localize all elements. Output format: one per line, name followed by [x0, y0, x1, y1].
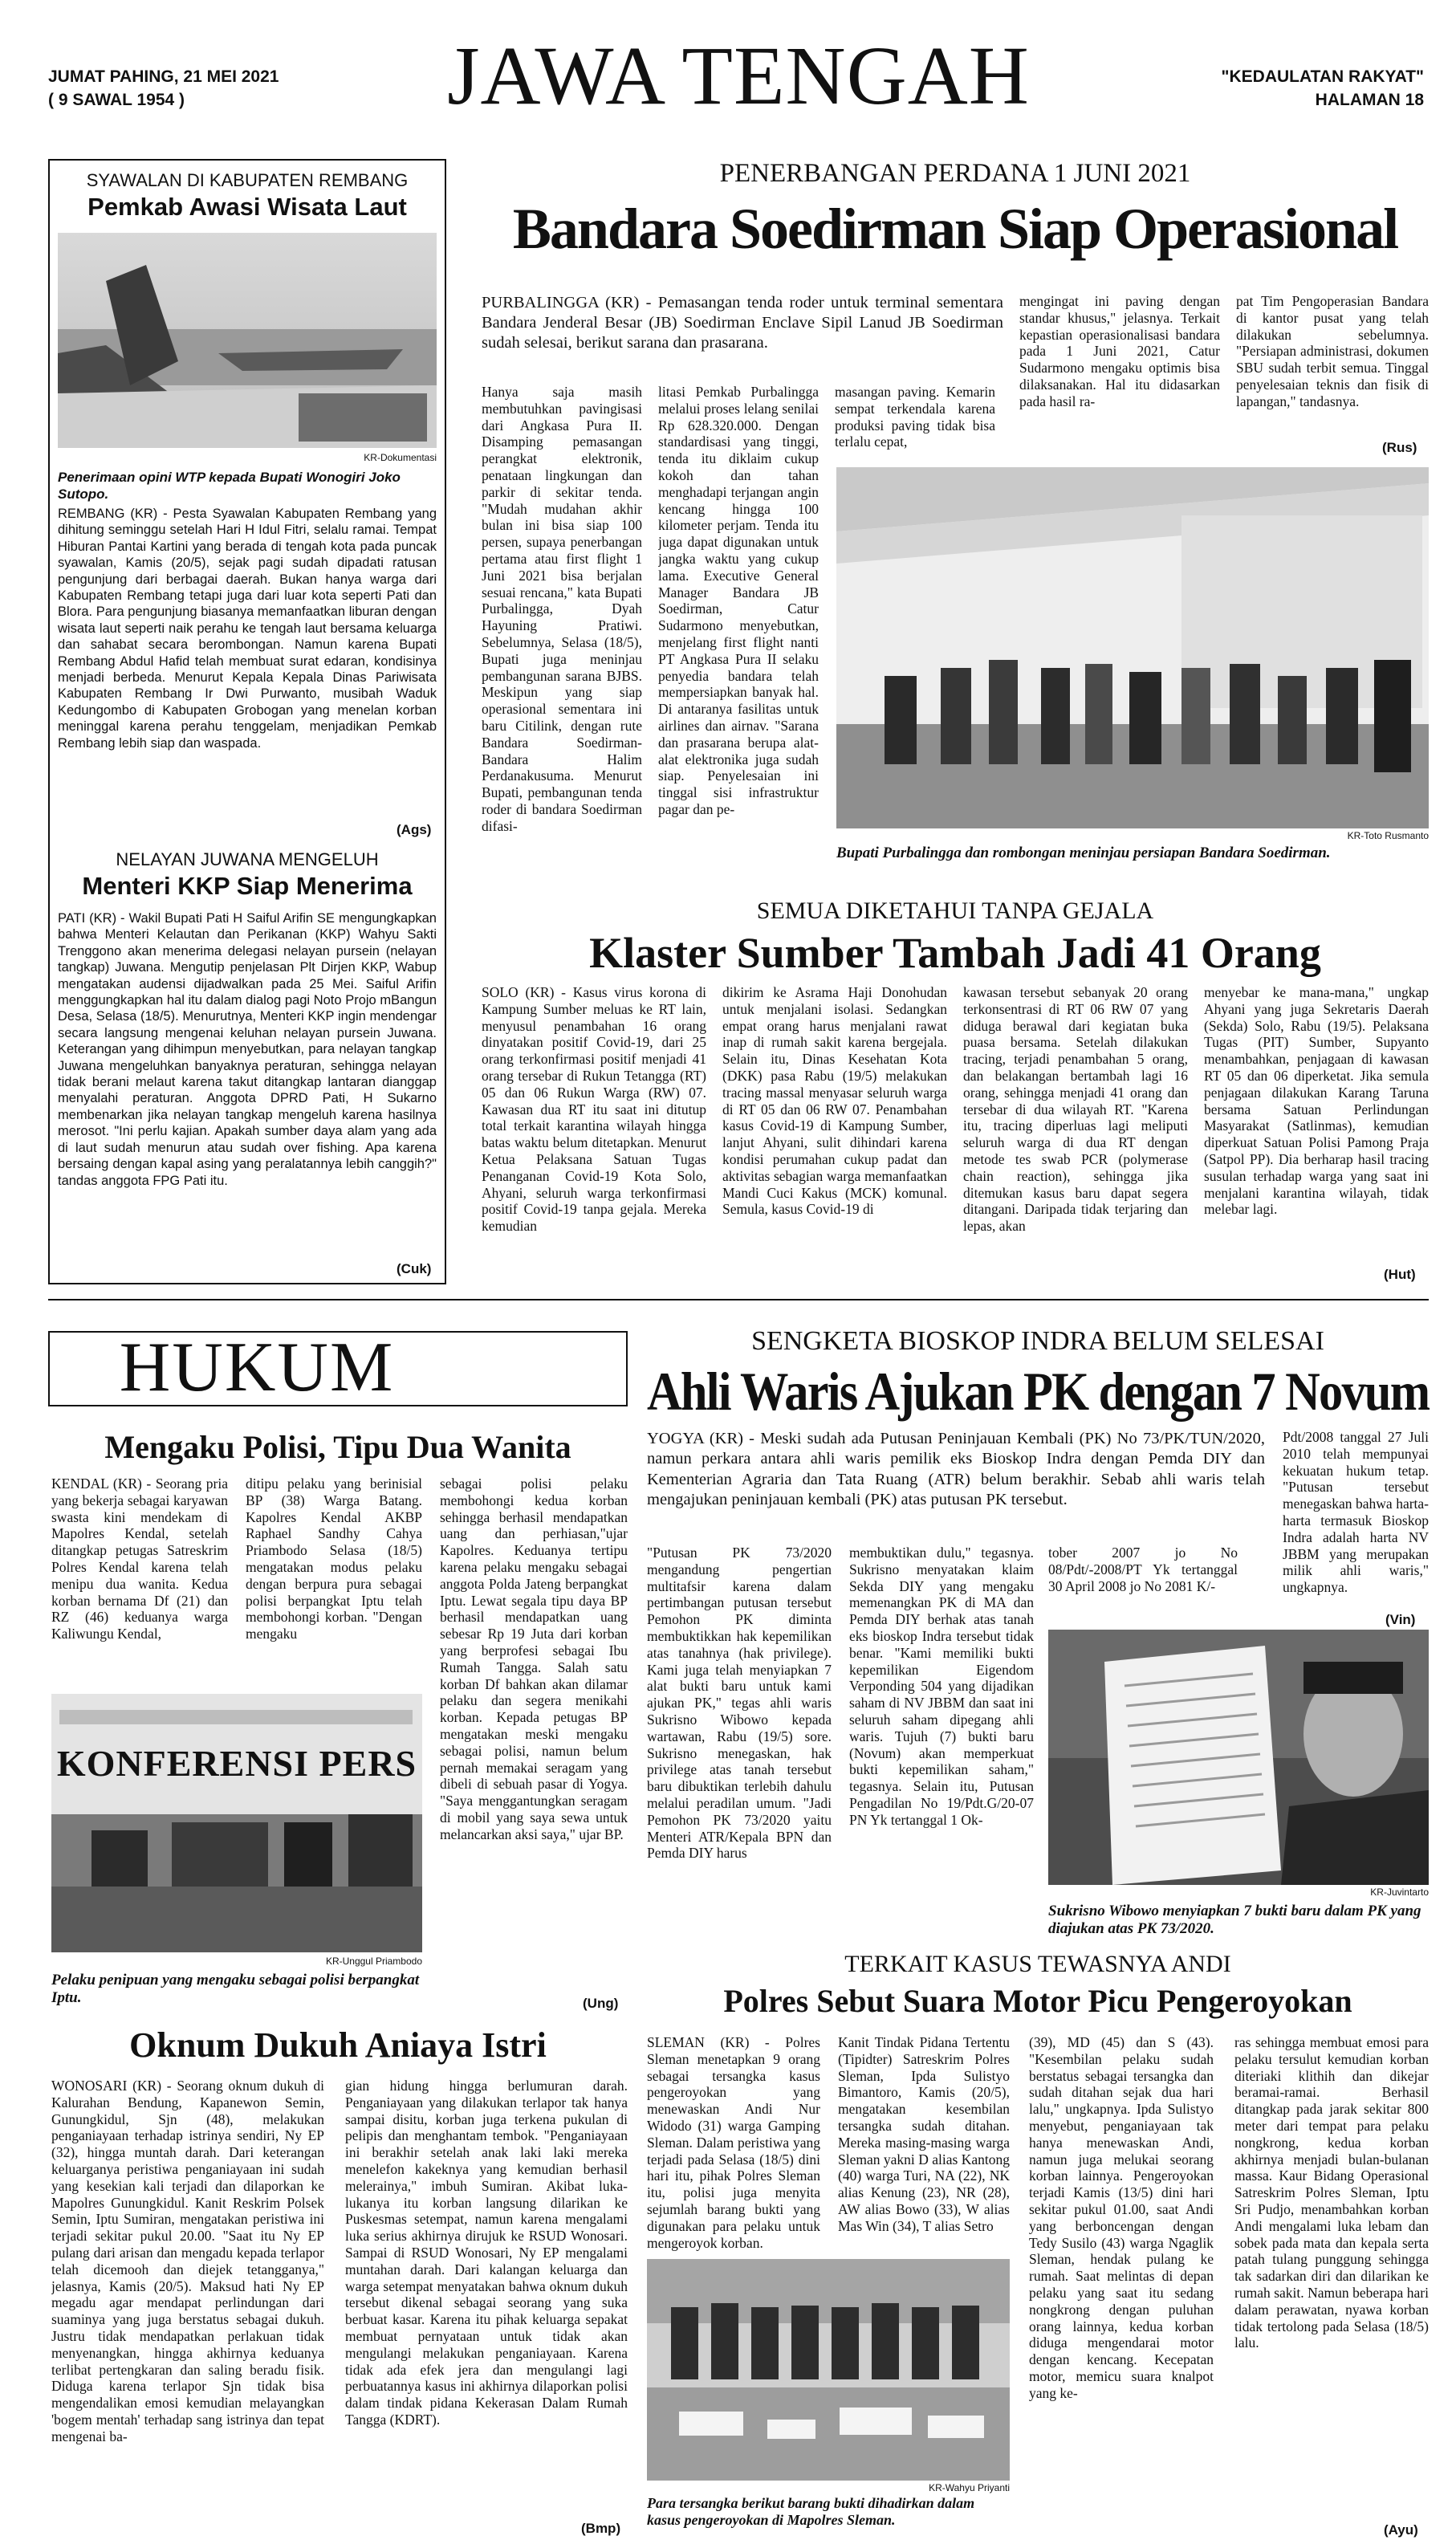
- sidebar-a2-body: PATI (KR) - Wakil Bupati Pati H Saiful Arifin SE mengungkapkan bahwa Menteri Kelautan dan Perikanan (KKP) Wahyu Sakti Trenggono akan menerima delegasi nelayan pursein (nelayan tangkap) Juwana. Mengutip penjelasan Plt Dirjen KKP, Wabup mengatakan audensi dijadwalkan pada 25 Mei. Saiful Arifin menggungkapkan hal itu dalam dialog pagi Noto Projo mBangun Desa, Selasa (18/5). Menurutnya, Menteri KKP ingin mendengar secara langsung mengenai keluhan nelayan pursein Juwana. Keterangan yang dihimpun menyebutkan, para nelayan tangkap Juwana mengeluhkan banyaknya peraturan, sehingga nelayan tidak berani melaut karena takut ditangkap lantaran dianggap menyalahi peraturan. Anggota DPRD Pati, H Sukarno membenarkan jika nelayan tangkap mengeluh karena hasilnya merosot. "Ini perlu kajian. Apakah sumber daya alam yang ada di laut sudah menurun atau sudah over fishing. Apa karena bersaing dengan kapal asing yang peralatannya lebih canggih?" tandas anggota FPG Pati itu.: [58, 911, 437, 1188]
- klaster-col-1: SOLO (KR) - Kasus virus korona di Kampung Sumber meluas ke RT lain, menyusul penambahan 16 orang dinyatakan positif Covid-19, dari 25 orang terkonfirmasi positif menjadi 41 orang tersebar di Rukun Tetangga (RT) 05 dan 06 Rukun Warga (RW) 07. Kawasan dua RT itu saat ini ditutup total terkait karantina wilayah hingga batas waktu belum ditetapkan. Menurut Ketua Pelaksana Satuan Tugas Penanganan Covid-19 Kota Solo, Ahyani, seluruh warga terkonfirmasi positif Covid-19 tanpa gejala. Mereka kemudian: [482, 984, 706, 1235]
- polisi-headline: Mengaku Polisi, Tipu Dua Wanita: [104, 1429, 571, 1465]
- sidebar-a2-kicker: NELAYAN JUWANA MENGELUH: [116, 849, 379, 869]
- sidebar-photo-credit: KR-Dokumentasi: [364, 452, 437, 463]
- suspects-photo-graphic: [647, 2259, 1010, 2481]
- dukuh-col-2: gian hidung hingga berlumuran darah. Penganiayaan yang dilakukan terlapor tak hanya sampai disitu, korban juga terkena pukulan di pelipis dan menghantam tembok. "Penganiayaan ini berakhir setelah anak laki laki mereka menelefon kakeknya yang kemudian berhasil melerainya," imbuh Sumiran. Akibat luka-lukanya itu korban langsung dilarikan ke Puskesmas setempat, namun karena mengalami luka serius akhirnya dirujuk ke RSUD Wonosari. Sampai di RSUD Wonosari, Ny EP mengalami muntahan darah. Dari kalangan keluarga dan warga setempat menyatakan bahwa oknum dukuh tersebut dikenal sebagai seorang yang suka berbuat kasar. Karena itu pihak keluarga sepakat membuat pernyataan untuk tidak akan mengulangi melakukan penganiayaan. Karena tidak ada efek jera dan mengulangi lagi perbuatannya kasus ini akhirnya dilaporkan polisi dalam tindak pidana Kekerasan Dalam Rumah Tangga (KDRT).: [345, 2078, 628, 2428]
- pengeroyokan-col-2: Kanit Tindak Pidana Tertentu (Tipidter) Satreskrim Polres Sleman, Ipda Sulistyo Bimantoro, Kamis (20/5), mengatakan kesembilan tersangka sudah ditahan. Mereka masing-masing warga Sleman yakni D alias Kantong (40) warga Turi, NA (22), NK alias Kenung (23), NR (28), AW alias Bowo (33), W alias Mas Win (34), T alias Setro: [838, 2034, 1010, 2234]
- bandara-photo: [836, 467, 1429, 828]
- bioskop-headline: Ahli Waris Ajukan PK dengan 7 Novum: [647, 1361, 1430, 1422]
- pengeroyokan-signature: (Ayu): [1384, 2522, 1418, 2538]
- masthead-page: HALAMAN 18: [1315, 91, 1424, 109]
- sidebar-a1-kicker: SYAWALAN DI KABUPATEN REMBANG: [86, 170, 409, 190]
- pengeroyokan-photo-credit: KR-Wahyu Priyanti: [929, 2482, 1010, 2493]
- klaster-col-3: kawasan tersebut sebanyak 20 orang terkonsentrasi di RT 06 RW 07 yang diduga berawal dari kegiatan buka puasa bersama. Setelah dilakukan tracing, terjadi penambahan 5 orang, dan belakangan bertambah lagi 16 orang, sehingga menjadi 41 orang dan tersebar di dua wilayah RT. "Karena itu, tracing diperluas lagi meliputi seluruh warga di dua RT dengan metode tes swab PCR (polymerase chain reaction), sehingga jika ditemukan kasus baru dapat segera ditangani. Daripada tidak terjaring dan lepas, akan: [963, 984, 1188, 1235]
- sidebar-a2-signature: (Cuk): [397, 1261, 432, 1276]
- klaster-kicker: SEMUA DIKETAHUI TANPA GEJALA: [756, 897, 1154, 924]
- klaster-headline: Klaster Sumber Tambah Jadi 41 Orang: [589, 929, 1321, 977]
- klaster-signature: (Hut): [1384, 1267, 1416, 1282]
- bioskop-col-2: membuktikan dulu," tegasnya. Sukrisno menyatakan klaim Sekda DIY yang mengaku memenangkan PK di MA dan Pemda DIY berhak atas tanah eks bioskop Indra tersebut tidak benar. "Kami memiliki bukti kepemilikan Eigendom Verponding 504 yang dijadikan saham di NV JBBM dan saat ini seluruh saham dipegang ahli waris. Tujuh (7) bukti baru (Novum) akan memperkuat bukti kepemilikan saham," tegasnya. Selain itu, Putusan Pengadilan No 19/Pdt.G/20-07 PN Yk tertanggal 1 Ok-: [849, 1545, 1034, 1828]
- bioskop-photo: [1048, 1630, 1429, 1885]
- bandara-photo-credit: KR-Toto Rusmanto: [1347, 830, 1429, 841]
- bandara-photo-caption: Bupati Purbalingga dan rombongan meninjau persiapan Bandara Soedirman.: [836, 845, 1331, 861]
- polisi-col-3: sebagai polisi pelaku membohongi kedua korban sehingga berhasil mendapatkan uang dan perhiasan,"ujar Kapolres. Keduanya tertipu karena pelaku mengaku sebagai anggota Polda Jateng berpangkat Iptu. Lewat segala tipu daya BP berhasil mendapatkan uang sebesar Rp 19 Juta dari korban yang berprofesi sebagai Ibu Rumah Tangga. Salah satu korban Df bahkan akan dilamar pelaku dan segera menikahi korban. Kepada petugas BP mengatakan meski mengaku sebagai polisi, namun belum pernah memakai seragam yang dibeli di sebuah pasar di Yogya. "Saya menggantungkan seragam di mobil yang saya sewa untuk melancarkan aksi saya," ujar BP.: [440, 1475, 628, 1842]
- polisi-photo: [51, 1694, 422, 1952]
- polisi-col-2: ditipu pelaku yang berinisial BP (38) Warga Batang. Kapolres Kendal AKBP Raphael Sandhy Cahya Priambodo Selasa (18/5) mengatakan modus pelaku dengan berpura pura sebagai polisi berpangkat Iptu telah membohongi korban. "Dengan mengaku: [246, 1475, 422, 1642]
- bandara-kicker: PENERBANGAN PERDANA 1 JUNI 2021: [719, 159, 1191, 188]
- pengeroyokan-col-4: ras sehingga membuat emosi para pelaku tersulut kemudian korban diteriaki klithih dan dikejar beramai-ramai. Berhasil ditangkap pada jarak sekitar 800 meter dari tempat para pelaku nongkrong, kedua korban akhirnya menjadi bulan-bulanan massa. Kaur Bidang Operasional Satreskrim Polres Sleman, Iptu Sri Pudjo, menambahkan korban Andi mengalami luka lebam dan sobek pada mata dan kepala serta patah tulang punggung sehingga tak sadarkan diri dan dilarikan ke rumah sakit. Namun beberapa hari dalam perawatan, nyawa korban tidak tertolong pada Selasa (18/5) lalu.: [1234, 2034, 1429, 2351]
- bioskop-photo-credit: KR-Juvintarto: [1370, 1887, 1429, 1898]
- polisi-photo-caption: Pelaku penipuan yang mengaku sebagai polisi berpangkat Iptu.: [51, 1972, 420, 2006]
- bioskop-col-1: "Putusan PK 73/2020 mengandung pengertian multitafsir karena dalam pertimbangan putusan tersebut Pemohon PK diminta membuktikkan hak kepemilikan atas tanahnya (hak privilege). Kami juga telah menyiapkan 7 alat bukti baru untuk kami ajukan PK," tegas ahli waris Sukrisno Wibowo kepada wartawan, Rabu (19/5) sore. Sukrisno menegaskan, hak privilege atas tanah tersebut baru dibuktikan terlebih dahulu melalui peradilan umum. "Jadi Pemohon PK 73/2020 yaitu Menteri ATR/Kepala BPN dan Pemda DIY harus: [647, 1545, 832, 1862]
- dukuh-col-1: WONOSARI (KR) - Seorang oknum dukuh di Kalurahan Bendung, Kapanewon Semin, Gunungkidul, Sjn (48), melakukan penganiayaan terhadap istrinya sendiri, Ny EP (32), hingga muntah darah. Dari keterangan keluarganya peristiwa penganiayaan ini sudah yang kesekian kali terjadi dan dilaporkan ke Mapolres Gunungkidul. Kanit Reskrim Polsek Semin, Iptu Sumiran, mengatakan peristiwa ini terjadi sekitar pukul 20.00. "Saat itu Ny EP pulang dari arisan dan mengadu kepada terlapor telah dicemooh dan diejek tetangganya," jelasnya, Kamis (20/5). Maksud hati Ny EP megadu agar mendapat perlindungan dari suaminya yang juga berstatus sebagai dukuh. Justru tidak mendapatkan perlakuan tidak menyenangkan, hingga akhirnya keduanya terlibat pertengkaran dan saling beradu fisik. Diduga karena terlapor Sjn tidak bisa mengendalikan emosi kemudian melayangkan 'bogem mentah' terhadap sang istrinya dan tepat mengenai ba-: [51, 2078, 324, 2444]
- bandara-col-1: Hanya saja masih membutuhkan pavingisasi dari Angkasa Pura II. Disamping pemasangan perangkat elektronik, penataan lingkungan dan parkir di sekitar tenda. "Mudah mudahan akhir bulan ini bisa siap 100 persen, supaya penerbangan pertama atau first flight 1 Juni 2021 bisa berjalan sesuai rencana," kata Bupati Purbalingga, Dyah Hayuning Pratiwi. Sebelumnya, Selasa (18/5), Bupati juga meninjau pembangunan sarana BJBS. Meskipun yang siap operasional sementara ini baru Citilink, dengan rute Bandara Soedirman-Bandara Halim Perdanakusuma. Menurut Bupati, pembangunan tenda roder di bandara Soedirman difasi-: [482, 384, 642, 834]
- pengeroyokan-col-3: (39), MD (45) dan S (43). "Kesembilan pelaku sudah berstatus sebagai tersangka dan sudah ditahan sejak dua hari lalu," ungkapnya. Ipda Sulistyo menyebut, penganiayaan tak hanya menewaskan Andi, namun juga melukai seorang korban lainnya. Pengeroyokan terjadi Kamis (13/5) dini hari sekitar pukul 01.00, saat Andi yang berboncengan dengan Tedy Susilo (43) warga Ngaglik Sleman, hendak pulang ke rumah. Saat melintas di depan pelaku yang saat itu sedang nongkrong dengan puluhan orang lainnya, kedua korban diduga mengendarai motor dengan kencang. Kecepatan motor, memicu suara knalpot yang ke-: [1029, 2034, 1214, 2401]
- pengeroyokan-headline: Polres Sebut Suara Motor Picu Pengeroyokan: [723, 1983, 1352, 2019]
- sidebar-photo-beach: [58, 233, 437, 448]
- polisi-signature: (Ung): [583, 1996, 619, 2011]
- bioskop-signature: (Vin): [1385, 1612, 1416, 1627]
- klaster-col-2: dikirim ke Asrama Haji Donohudan untuk menjalani isolasi. Sedangkan empat orang harus menjalani rawat inap di rumah sakit karena bergejala. Selain itu, Dinas Kesehatan Kota (DKK) pasa Rabu (19/5) melakukan tracing massal menyasar seluruh warga di RT 05 dan 06 RW 07. Penambahan kasus Covid-19 di Kampung Sumber, lanjut Ahyani, sulit dihindari karena kondisi perumahan cukup padat dan aktivitas sebagian warga memanfaatkan Mandi Cuci Kakus (MCK) komunal. Semula, kasus Covid-19 di: [722, 984, 947, 1218]
- airport-photo-graphic: [836, 467, 1429, 828]
- bandara-col-4: mengingat ini paving dengan standar khusus," jelasnya. Terkait kepastian operasionalisasi bandara pada 1 Juni 2021, Catur Sudarmono mengaku optimis bisa dilaksanakan. Hal itu didasarkan pada hasil ra-: [1019, 293, 1220, 409]
- bioskop-col-3: tober 2007 jo No 08/Pdt/-2008/PT Yk tertanggal 30 April 2008 jo No 2081 K/-: [1048, 1545, 1238, 1594]
- dukuh-signature: (Bmp): [581, 2521, 621, 2536]
- bioskop-photo-caption: Sukrisno Wibowo menyiapkan 7 bukti baru dalam PK yang diajukan atas PK 73/2020.: [1048, 1903, 1421, 1937]
- bioskop-kicker: SENGKETA BIOSKOP INDRA BELUM SELESAI: [751, 1326, 1324, 1356]
- document-holder-photo-graphic: [1048, 1630, 1429, 1885]
- klaster-col-4: menyebar ke mana-mana," ungkap Ahyani yang juga Sekretaris Daerah (Sekda) Solo, Rabu (19/5). Pelaksana Tugas (PIT) Sumber, Supyanto menambahkan, penjagaan di kawasan RT 05 dan 06 diperketat. Jika semula penjagaan dilakukan Karang Taruna bersama Satuan Perlindungan Masyarakat (Satlinmas), kemudian diperkuat Satuan Polisi Pamong Praja (Satpol PP). Dia berharap hasil tracing susulan terhadap warga yang saat ini menjalani karantina wilayah, tidak melebar lagi.: [1204, 984, 1429, 1218]
- bandara-lead: PURBALINGGA (KR) - Pemasangan tenda roder untuk terminal sementara Bandara Jenderal Besar (JB) Soedirman Enclave Sipil Lanud JB Soedirman sudah selesai, berikut sarana dan prasarana.: [482, 294, 1003, 352]
- bandara-col-5: pat Tim Pengoperasian Bandara di kantor pusat yang telah dilakukan sebelumnya. "Persiapan administrasi, dokumen SBU sudah terbit semua. Tinggal penyelesaian teknis dan fisik di lapangan," tandasnya.: [1236, 293, 1429, 409]
- pengeroyokan-kicker: TERKAIT KASUS TEWASNYA ANDI: [844, 1951, 1231, 1977]
- section-title: JAWA TENGAH: [447, 30, 1030, 122]
- bandara-headline: Bandara Soedirman Siap Operasional: [512, 197, 1398, 261]
- sidebar-a1-body: REMBANG (KR) - Pesta Syawalan Kabupaten Rembang yang dihitung seminggu setelah Hari H Idul Fitri, selalu ramai. Tempat Hiburan Pantai Kartini yang berada di tengah kota pada puncak syawalan, Kamis (20/5), sejak pagi sudah dipadati ratusan pengunjung dari berbagai daerah. Bukan hanya warga dari Kabupaten Rembang tetapi juga dari luar kota seperti Pati dan Blora. Para pengunjung biasanya memanfaatkan liburan dengan wisata laut seperti naik perahu ke tengah laut bersama keluarga dan sahabat secara berombongan. Namun karena Bupati Rembang Abdul Hafid telah membuat surat edaran, kondisinya menjadi berbeda. Menurut Kepala Kepala Dinas Pariwisata Kabupaten Rembang Ir Dwi Purwanto, musibah Waduk Kedungombo di Kabupaten Grobogan yang menelan korban meninggal karena perahu tenggelam, menjadikan Pemkab Rembang lebih siap dan waspada.: [58, 507, 437, 751]
- press-conference-photo-graphic: [51, 1694, 422, 1952]
- beach-photo-graphic: [58, 233, 437, 448]
- press-banner-text: KONFERENSI PERS: [56, 1743, 417, 1784]
- dukuh-headline: Oknum Dukuh Aniaya Istri: [129, 2025, 547, 2065]
- masthead-date: JUMAT PAHING, 21 MEI 2021: [48, 67, 279, 86]
- sidebar-a2-title: Menteri KKP Siap Menerima: [82, 872, 413, 900]
- hukum-label: HUKUM: [119, 1329, 395, 1406]
- masthead-hijri: ( 9 SAWAL 1954 ): [48, 91, 185, 109]
- polisi-col-1: KENDAL (KR) - Seorang pria yang bekerja sebagai karyawan swasta kini mendekam di Mapolres Kendal, setelah ditangkap petugas Satreskrim Polres Kendal karena telah menipu dua wanita. Kedua korban bernama Df (21) dan RZ (46) keduanya warga Kaliwungu Kendal,: [51, 1475, 228, 1642]
- bandara-signature: (Rus): [1382, 440, 1417, 455]
- section-divider: [48, 1299, 1429, 1300]
- bioskop-lead: YOGYA (KR) - Meski sudah ada Putusan Peninjauan Kembali (PK) No 73/PK/TUN/2020, namun perkara antara ahli waris pemilik eks Bioskop Indra dengan Pemda DIY dan Kementerian Agraria dan Tata Ruang (ATR) belum berakhir. Sebab ahli waris telah mengajukan peninjauan kembali (PK) atas putusan PK tersebut.: [647, 1430, 1265, 1509]
- sidebar-a1-signature: (Ags): [397, 822, 432, 837]
- sidebar-a1-title: Pemkab Awasi Wisata Laut: [87, 193, 407, 221]
- bioskop-col-4: Pdt/2008 tanggal 27 Juli 2010 telah mempunyai kekuatan hukum tetap. "Putusan tersebut menegaskan bahwa harta-harta termasuk Bioskop Indra adalah harta NV JBBM yang merupakan milik ahli waris," ungkapnya.: [1283, 1429, 1429, 1596]
- pengeroyokan-photo: [647, 2259, 1010, 2481]
- masthead-paper: "KEDAULATAN RAKYAT": [1221, 67, 1424, 86]
- pengeroyokan-photo-caption: Para tersangka berikut barang bukti dihadirkan dalam kasus pengeroyokan di Mapolres Sleman.: [647, 2495, 975, 2528]
- bandara-col-3: masangan paving. Kemarin sempat terkendala karena produksi paving tidak bisa terlalu cepat,: [835, 384, 995, 450]
- bandara-col-2: litasi Pemkab Purbalingga melalui proses lelang senilai Rp 628.320.000. Dengan standardisasi yang tinggi, tenda itu diklaim cukup kokoh dan tahan menghadapi terjangan angin kencang hingga 100 kilometer perjam. Tenda itu juga dapat digunakan untuk jangka waktu yang cukup lama. Executive General Manager Bandara JB Soedirman, Catur Sudarmono menyebutkan, menjelang first flight nanti PT Angkasa Pura II selaku penyedia bandara telah mempersiapkan banyak hal. Di antaranya fasilitas untuk airlines dan airnav. "Sarana dan prasarana berupa alat-alat elektronika juga sudah siap. Penyelesaian ini tinggal sisi infrastruktur pagar dan pe-: [658, 384, 819, 817]
- sidebar-photo-caption: Penerimaan opini WTP kepada Bupati Wonogiri Joko Sutopo.: [58, 470, 401, 502]
- pengeroyokan-col-1: SLEMAN (KR) - Polres Sleman menetapkan 9 orang sebagai tersangka kasus pengeroyokan yang menewaskan Andi Nur Widodo (31) warga Gamping Sleman. Dalam peristiwa yang terjadi pada Selasa (18/5) dini hari itu, pihak Polres Sleman itu, polisi juga menyita sejumlah barang bukti yang digunakan para pelaku untuk mengeroyok korban.: [647, 2034, 820, 2251]
- polisi-photo-credit: KR-Unggul Priambodo: [325, 1956, 422, 1967]
